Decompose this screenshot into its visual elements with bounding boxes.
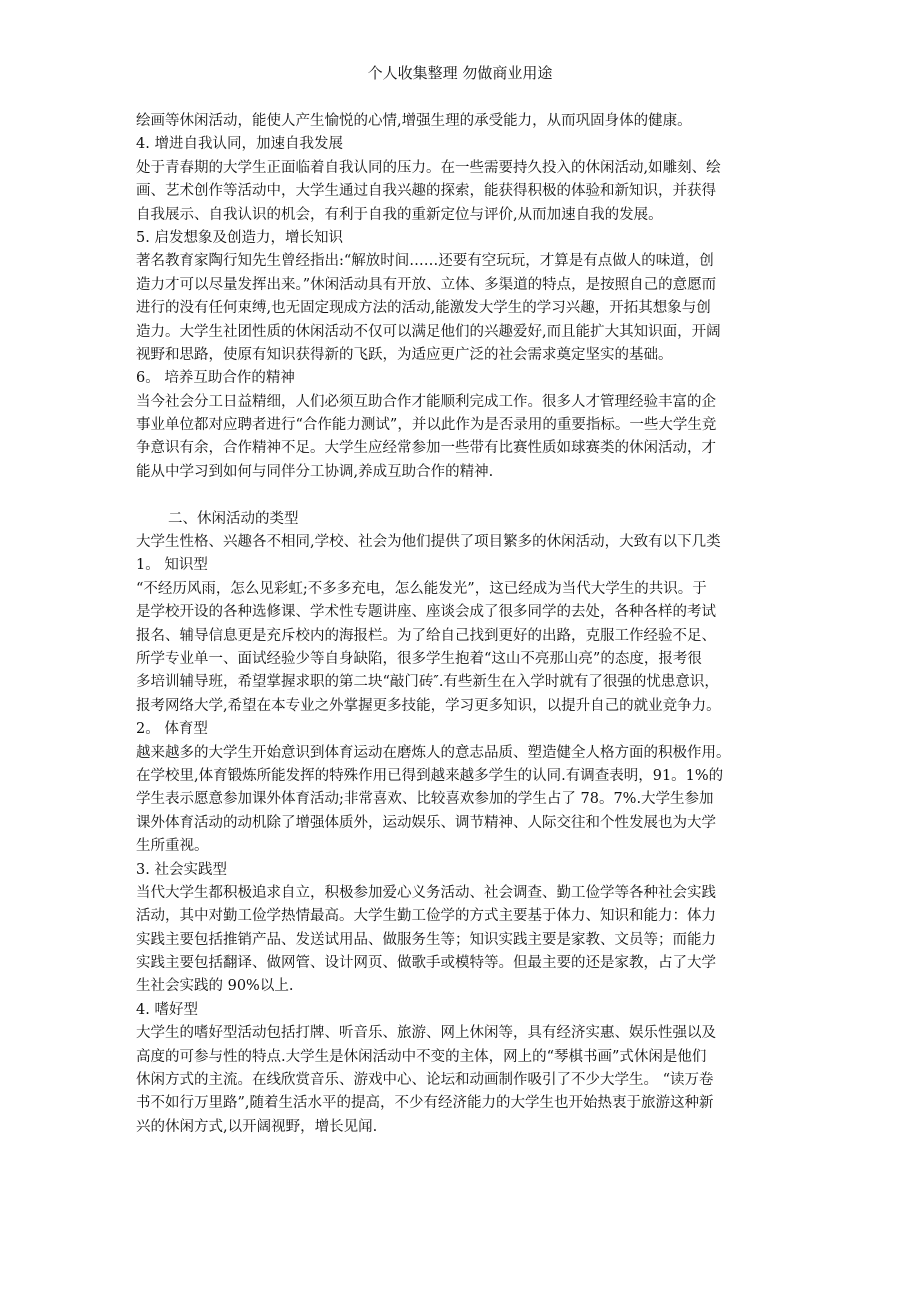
text-line: 生所重视。 xyxy=(136,838,209,855)
text-line: 兴的休闲方式,以开阔视野，增长见闻. xyxy=(136,1118,378,1135)
text-line: 在学校里,体育锻炼所能发挥的特殊作用已得到越来越多学生的认同.有调查表明，91。1%的 xyxy=(136,767,724,784)
text-line: 越来越多的大学生开始意识到体育运动在磨炼人的意志品质、塑造健全人格方面的积极作用。 xyxy=(136,744,731,761)
text-line: 造力才可以尽量发挥出来。”休闲活动具有开放、立体、多渠道的特点，是按照自己的意愿而 xyxy=(136,276,717,293)
text-line: 6。 培养互助合作的精神 xyxy=(136,370,295,387)
text-line: 处于青春期的大学生正面临着自我认同的压力。在一些需要持久投入的休闲活动,如雕刻、绘 xyxy=(136,159,721,176)
text-line: 大学生性格、兴趣各不相同,学校、社会为他们提供了项目繁多的休闲活动，大致有以下几类 xyxy=(136,534,721,551)
text-line: 5. 启发想象及创造力，增长知识 xyxy=(136,229,343,246)
text-line: 课外体育活动的动机除了增强体质外，运动娱乐、调节精神、人际交往和个性发展也为大学 xyxy=(136,814,716,831)
text-line: 大学生的嗜好型活动包括打牌、听音乐、旅游、网上休闲等，具有经济实惠、娱乐性强以及 xyxy=(136,1025,716,1042)
text-line: 报考网络大学,希望在本专业之外掌握更多技能，学习更多知识，以提升自己的就业竞争力。 xyxy=(136,697,721,714)
text-line: 2。 体育型 xyxy=(136,721,208,738)
text-line: 视野和思路，使原有知识获得新的飞跃，为适应更广泛的社会需求奠定坚实的基础。 xyxy=(136,346,673,363)
text-line: 生社会实践的 90%以上. xyxy=(136,978,294,995)
text-line: 3. 社会实践型 xyxy=(136,861,227,878)
text-line: 休闲方式的主流。在线欣赏音乐、游戏中心、论坛和动画制作吸引了不少大学生。 “读万卷 xyxy=(136,1072,714,1089)
text-line: 实践主要包括翻译、做网管、设计网页、做歌手或模特等。但最主要的还是家教，占了大学 xyxy=(136,955,716,972)
text-line: 争意识有余，合作精神不足。大学生应经常参加一些带有比赛性质如球赛类的休闲活动，才 xyxy=(136,440,716,457)
page-header: 个人收集整理 勿做商业用途 xyxy=(367,64,553,82)
text-line: 报名、辅导信息更是充斥校内的海报栏。为了给自己找到更好的出路，克服工作经验不足、 xyxy=(136,627,716,644)
section-heading: 二、休闲活动的类型 xyxy=(168,510,299,527)
document-body xyxy=(136,110,786,1139)
text-line: 是学校开设的各种选修课、学术性专题讲座、座谈会成了很多同学的去处，各种各样的考试 xyxy=(136,604,716,621)
text-line: 当代大学生都积极追求自立，积极参加爱心义务活动、社会调查、勤工俭学等各种社会实践 xyxy=(136,884,716,901)
text-line: 造力。大学生社团性质的休闲活动不仅可以满足他们的兴趣爱好,而且能扩大其知识面，开阔 xyxy=(136,323,721,340)
text-line: 著名教育家陶行知先生曾经指出:“解放时间……还要有空玩玩，才算是有点做人的味道，创 xyxy=(136,253,714,270)
text-line: 学生表示愿意参加课外体育活动;非常喜欢、比较喜欢参加的学生占了 78。7%.大学生参加 xyxy=(136,791,714,808)
text-line: 高度的可参与性的特点.大学生是休闲活动中不变的主体，网上的“琴棋书画”式休闲是他们 xyxy=(136,1048,707,1065)
text-line: 当今社会分工日益精细，人们必须互助合作才能顺利完成工作。很多人才管理经验丰富的企 xyxy=(136,393,716,410)
text-line: 活动，其中对勤工俭学热情最高。大学生勤工俭学的方式主要基于体力、知识和能力：体力 xyxy=(136,908,716,925)
text-line: 能从中学习到如何与同伴分工协调,养成互助合作的精神. xyxy=(136,463,494,480)
text-line: 4. 嗜好型 xyxy=(136,1001,198,1018)
text-line: 4. 增进自我认同，加速自我发展 xyxy=(136,136,343,153)
text-line: “不经历风雨，怎么见彩虹;不多多充电，怎么能发光”，这已经成为当代大学生的共识。于 xyxy=(136,580,707,597)
text-line: 画、艺术创作等活动中，大学生通过自我兴趣的探索，能获得积极的体验和新知识，并获得 xyxy=(136,183,716,200)
text-line: 多培训辅导班，希望掌握求职的第二块“敲门砖″.有些新生在入学时就有了很强的忧患意识， xyxy=(136,674,719,691)
text-line: 实践主要包括推销产品、发送试用品、做服务生等；知识实践主要是家教、文员等；而能力 xyxy=(136,931,716,948)
blank-line xyxy=(136,484,786,507)
text-line: 书不如行万里路”,随着生活水平的提高，不少有经济能力的大学生也开始热衷于旅游这种新 xyxy=(136,1095,714,1112)
text-line: 进行的没有任何束缚,也无固定现成方法的活动,能激发大学生的学习兴趣，开拓其想象与创 xyxy=(136,300,711,317)
text-line: 所学专业单一、面试经验少等自身缺陷，很多学生抱着“这山不亮那山亮”的态度，报考很 xyxy=(136,650,702,667)
text-line: 自我展示、自我认识的机会，有利于自我的重新定位与评价,从而加速自我的发展。 xyxy=(136,206,663,223)
text-line: 事业单位都对应聘者进行“合作能力测试”，并以此作为是否录用的重要指标。一些大学生竞 xyxy=(136,417,717,434)
text-line: 绘画等休闲活动，能使人产生愉悦的心情,增强生理的承受能力，从而巩固身体的健康。 xyxy=(136,113,692,129)
text-line: 1。 知识型 xyxy=(136,557,208,574)
